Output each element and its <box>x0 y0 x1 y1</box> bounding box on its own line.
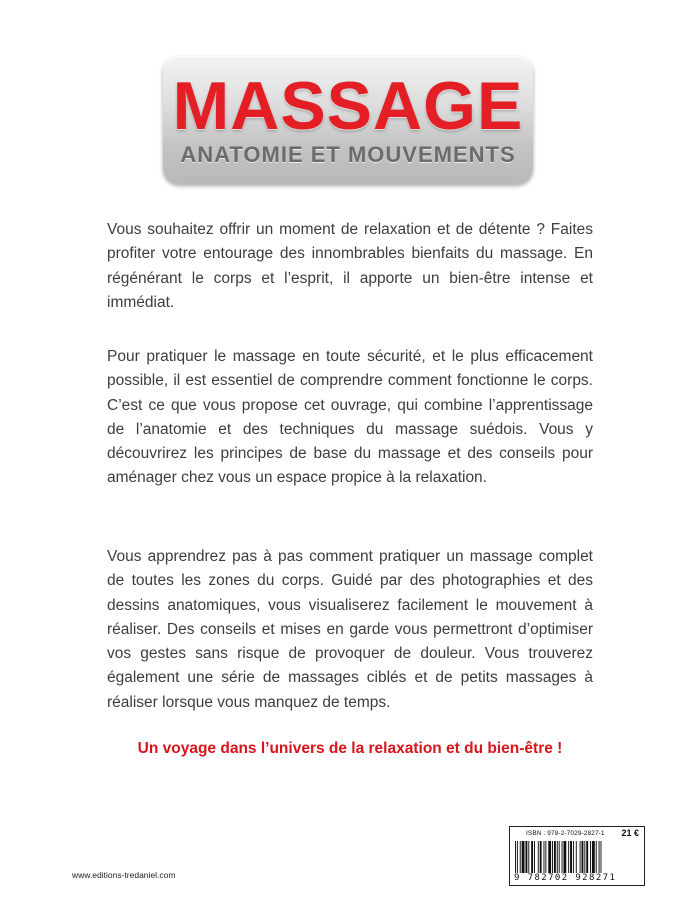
book-subtitle: ANATOMIE ET MOUVEMENTS <box>180 142 516 167</box>
tagline: Un voyage dans l’univers de la relaxation et du bien-être ! <box>137 740 563 757</box>
publisher-website: www.editions-tredaniel.com <box>72 870 176 880</box>
title-plate <box>163 56 533 184</box>
book-title: MASSAGE <box>172 68 524 144</box>
description-paragraph-1: Vous souhaitez offrir un moment de relaxation et de détente ? Faites profiter votre entourage des innombrables bienfaits du massage. En régénérant le corps et l’esprit, il apporte un bien-être intense et immédiat. <box>107 221 593 311</box>
description-paragraph-3: Vous apprendrez pas à pas comment pratiquer un massage complet de toutes les zones du corps. Guidé par des photographies et des dessins anatomiques, vous visualiserez facilement le mouvement à réaliser. Des conseils et mises en garde vous permettront d’optimiser vos gestes sans risque de provoquer de douleur. Vous trouverez également une série de massages ciblés et de petits massages à réaliser lorsque vous manquez de temps. <box>107 548 593 711</box>
barcode-box <box>509 826 645 886</box>
ean-number: 9 782702 928271 <box>514 873 617 883</box>
price-label: 21 € <box>621 828 639 838</box>
isbn-label: ISBN : 978-2-7029-2827-1 <box>526 830 605 837</box>
barcode-icon <box>515 841 639 873</box>
description-paragraph-2: Pour pratiquer le massage en toute sécurité, et le plus efficacement possible, il est essentiel de comprendre comment fonctionne le corps. C’est ce que vous propose cet ouvrage, qui combine l’apprentissage de l’anatomie et des techniques du massage suédois. Vous y découvrirez les principes de base du massage et des conseils pour aménager chez vous un espace propice à la relaxation. <box>107 348 593 487</box>
